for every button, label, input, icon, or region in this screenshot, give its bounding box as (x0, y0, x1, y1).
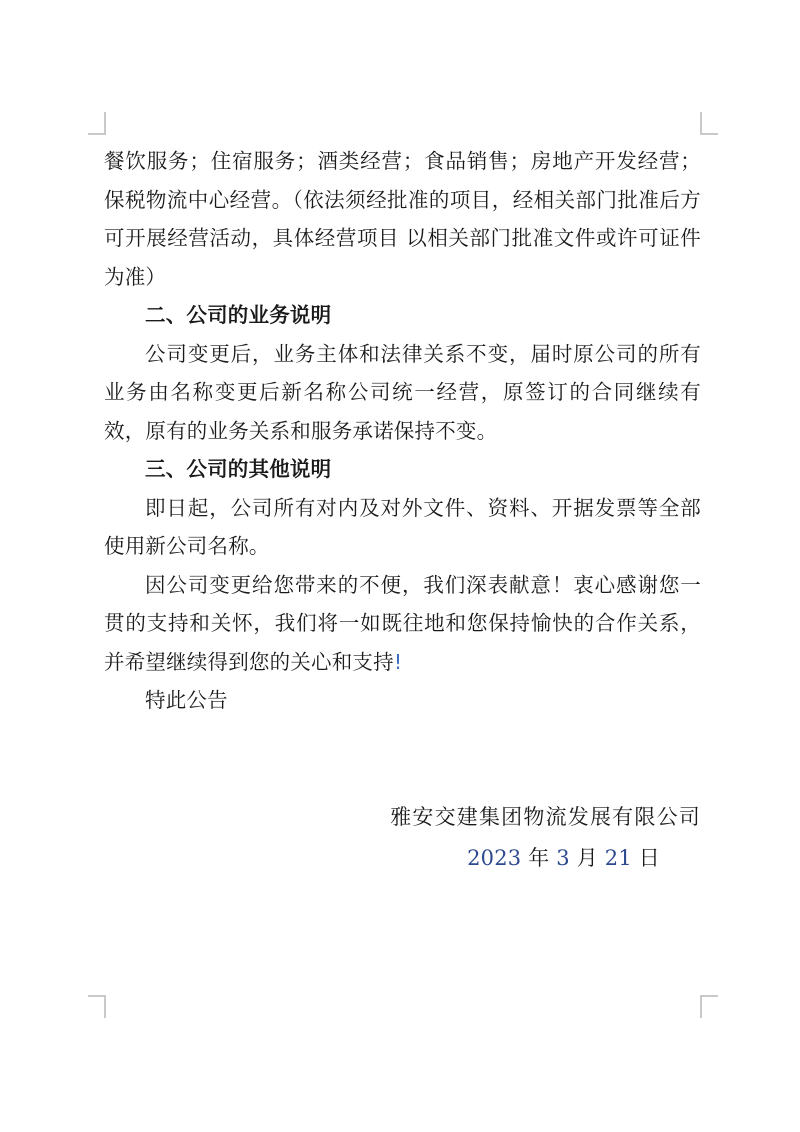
text-run-number: 2023 (467, 845, 522, 870)
signature-block (104, 797, 701, 879)
text-run-exclaim: ! (393, 649, 403, 674)
text-run: 因公司变更给您带来的不便，我们深表献意！衷心感谢您一贯的支持和关怀，我们将一如既往地和您保持愉快的合作关系，并希望继续得到您的关心和支持 (104, 572, 701, 674)
margin-crop-mark-top-right (700, 112, 718, 135)
margin-crop-mark-top-left (88, 112, 106, 135)
section-heading: 二、公司的业务说明 (145, 303, 332, 327)
section-heading: 三、公司的其他说明 (145, 457, 332, 481)
body-paragraph (104, 566, 701, 682)
paragraph-container (104, 142, 701, 720)
body-paragraph: 特此公告 (145, 688, 228, 712)
margin-crop-mark-bottom-left (88, 995, 106, 1018)
document-body (104, 142, 701, 879)
text-run: 日 (631, 845, 660, 870)
text-run: 月 (569, 845, 605, 870)
body-paragraph: 餐饮服务；住宿服务；酒类经营；食品销售；房地产开发经营；保税物流中心经营。（依法须经批准的项目，经相关部门批准后方可开展经营活动，具体经营项目 以相关部门批准文件或许可证件为准） (104, 149, 701, 289)
text-run-number: 3 (556, 845, 570, 870)
body-paragraph: 即日起，公司所有对内及对外文件、资料、开据发票等全部使用新公司名称。 (104, 495, 701, 558)
body-paragraph: 公司变更后，业务主体和法律关系不变，届时原公司的所有业务由名称变更后新名称公司统一经营，原签订的合同继续有效，原有的业务关系和服务承诺保持不变。 (104, 341, 701, 443)
signature-company-name: 雅安交建集团物流发展有限公司 (390, 804, 701, 829)
text-run: 年 (521, 845, 557, 870)
text-run-number: 21 (604, 845, 632, 870)
margin-crop-mark-bottom-right (700, 995, 718, 1018)
signature-date (104, 838, 701, 879)
